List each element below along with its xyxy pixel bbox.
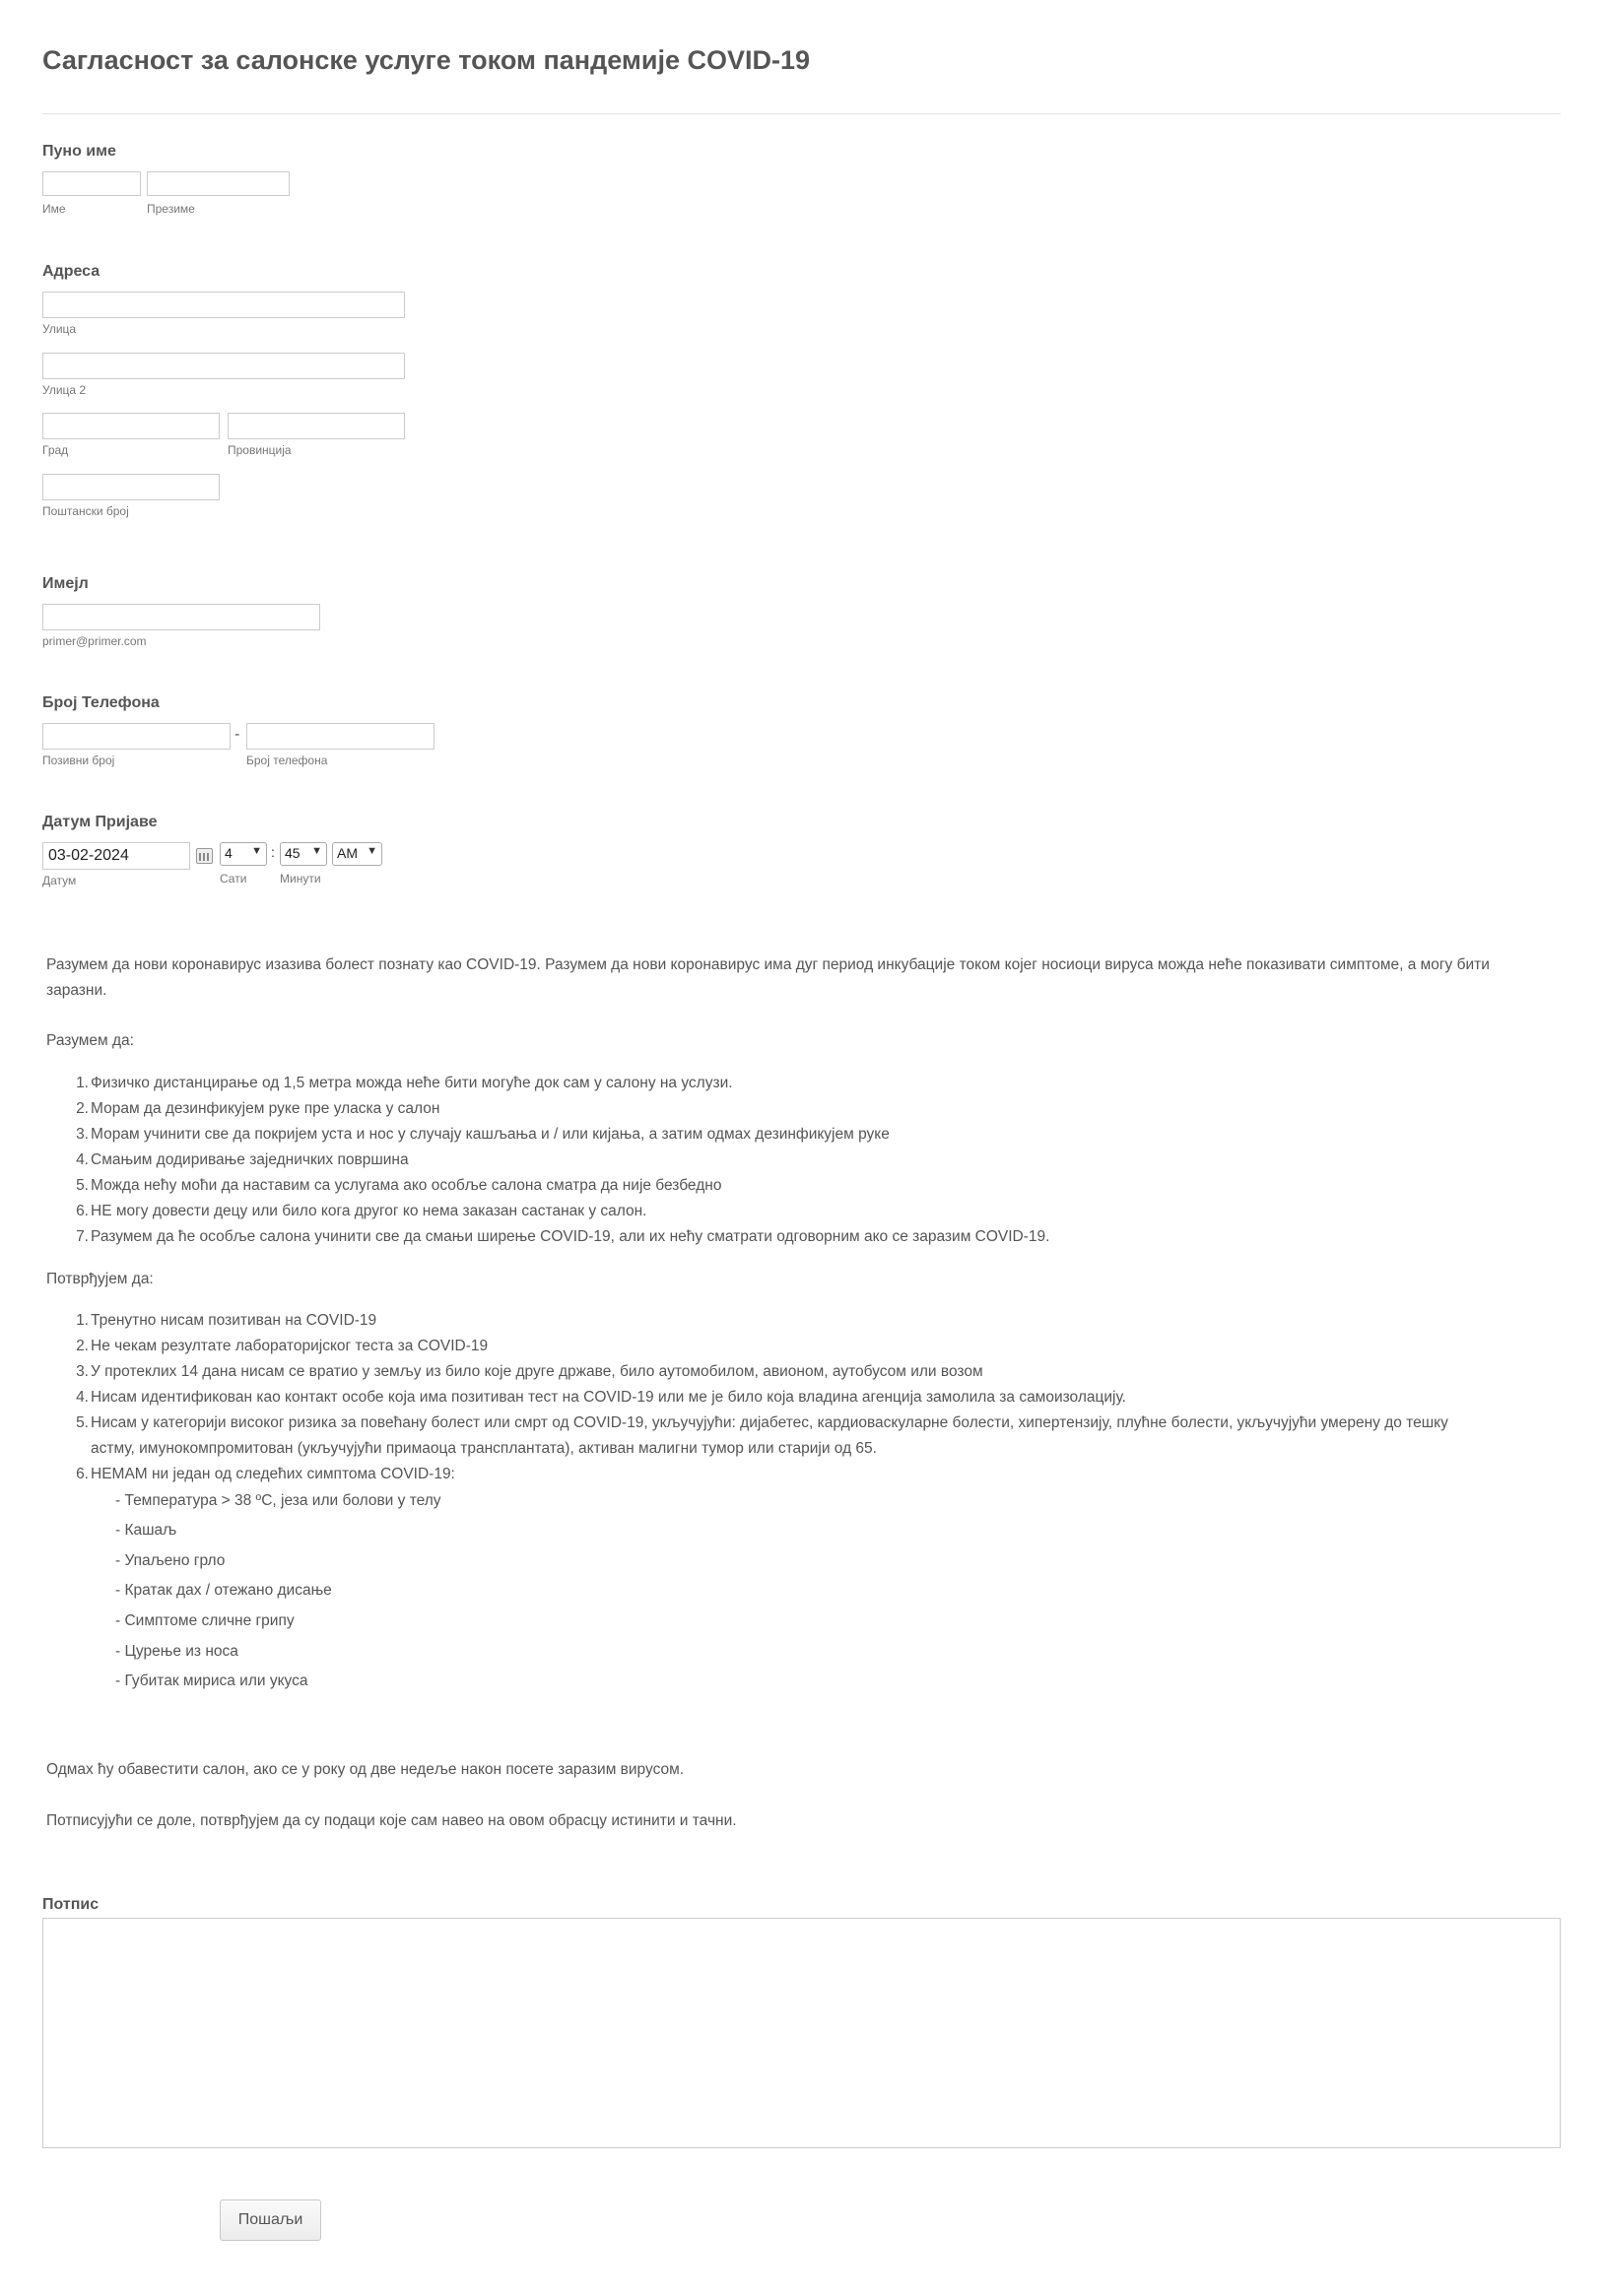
phone-number-input[interactable] [246, 723, 434, 750]
list-item: 1. Тренутно нисам позитиван на COVID-19 [76, 1312, 377, 1329]
street2-sublabel: Улица 2 [42, 383, 87, 397]
minute-value: 45 [285, 845, 301, 861]
intro-text: Разумем да нови коронавирус изазива болест познату као COVID-19. Разумем да нови коронавирус има дуг период инкубације током којег носиоци вируса можда неће показивати симптоме, а могу бити заразни. [46, 956, 1490, 999]
confirm-list [76, 1308, 1448, 1487]
list-item: 4. Нисам идентификован као контакт особе која има позитиван тест на COVID-19 или ме је било која владина агенција замолила за самоизолацију. [76, 1389, 1126, 1406]
phone-label: Број Телефона [42, 694, 160, 711]
email-hint: primer@primer.com [42, 634, 147, 648]
street2-input[interactable] [42, 353, 405, 379]
street-input[interactable] [42, 292, 405, 318]
ampm-value: AM [337, 845, 358, 861]
postal-code-input[interactable] [42, 474, 220, 500]
minute-select[interactable] [280, 842, 327, 866]
confirm-heading: Потврђујем да: [46, 1271, 154, 1287]
date-sublabel: Датум [42, 874, 77, 887]
date-label: Датум Пријаве [42, 814, 158, 830]
list-item: 5. Можда нећу моћи да наставим са услугама ако особље салона сматра да није безбедно [76, 1177, 722, 1194]
symptom-item: - Симптоме сличне грипу [115, 1612, 295, 1629]
form-title: Сагласност за салонске услуге током пандемије COVID-19 [42, 45, 810, 75]
city-sublabel: Град [42, 443, 69, 457]
symptom-item: - Кашаљ [115, 1522, 177, 1539]
email-input[interactable] [42, 604, 320, 630]
symptom-item: - Упаљено грло [115, 1552, 226, 1569]
sign-text: Потписујући се доле, потврђујем да су подаци које сам навео на овом обрасцу истинити и тачни. [46, 1812, 737, 1829]
list-item: 7. Разумем да ће особље салона учинити све да смањи ширење COVID-19, али их нећу сматрати одговорним ако се заразим COVID-19. [76, 1228, 1050, 1245]
date-input[interactable] [42, 842, 190, 870]
hour-value: 4 [225, 845, 233, 861]
postal-code-sublabel: Поштански број [42, 504, 129, 518]
phone-separator: - [234, 726, 240, 743]
last-name-sublabel: Презиме [147, 202, 195, 216]
address-label: Адреса [42, 263, 100, 280]
signature-pad[interactable] [42, 1918, 1561, 2148]
symptom-item: - Цурење из носа [115, 1643, 238, 1660]
notify-text: Одмах ћу обавестити салон, ако се у року од две недеље након посете заразим вирусом. [46, 1761, 685, 1778]
time-separator: : [271, 844, 275, 860]
list-item: 3. У протеклих 14 дана нисам се вратио у земљу из било које друге државе, било аутомобилом, авионом, аутобусом или возом [76, 1363, 983, 1380]
last-name-input[interactable] [147, 171, 290, 196]
first-name-sublabel: Име [42, 202, 66, 216]
hour-select[interactable] [220, 842, 267, 866]
understand-heading: Разумем да: [46, 1032, 134, 1049]
street-sublabel: Улица [42, 322, 77, 336]
understand-list [76, 1071, 1050, 1250]
full-name-label: Пуно име [42, 143, 116, 160]
chevron-down-icon: ▼ [311, 845, 322, 857]
list-item: 6. НЕМАМ ни један од следећих симптома COVID-19: [76, 1466, 455, 1482]
list-item: 2. Не чекам резултате лабораторијског теста за COVID-19 [76, 1338, 489, 1354]
chevron-down-icon: ▼ [251, 845, 262, 857]
area-code-sublabel: Позивни број [42, 754, 115, 767]
symptom-item: - Температура > 38 ºC, језа или болови у телу [115, 1492, 441, 1509]
list-item: 6. НЕ могу довести децу или било кога другог ко нема заказан састанак у салон. [76, 1203, 647, 1219]
list-item: 5. Нисам у категорији високог ризика за повећану болест или смрт од COVID-19, укључујући: дијабетес, кардиоваскуларне болести, хипертензију, плућне болести, укључујући умерену до тешку [76, 1414, 1448, 1431]
list-item-continuation: астму, имунокомпромитован (укључујући примаоца трансплантата), активан малигни тумор или старији од 65. [91, 1440, 877, 1457]
symptom-item: - Губитак мириса или укуса [115, 1673, 308, 1689]
signature-label: Потпис [42, 1896, 100, 1913]
list-item: 1. Физичко дистанцирање од 1,5 метра можда неће бити могуће док сам у салону на услузи. [76, 1075, 733, 1091]
area-code-input[interactable] [42, 723, 231, 750]
email-label: Имејл [42, 575, 89, 592]
calendar-icon[interactable] [196, 848, 213, 864]
province-sublabel: Провинција [228, 443, 292, 457]
symptom-item: - Кратак дах / отежано дисање [115, 1582, 332, 1599]
province-input[interactable] [228, 413, 405, 439]
chevron-down-icon: ▼ [367, 845, 377, 857]
list-item: 3. Морам учинити све да покријем уста и нос у случају кашљања и / или кијања, а затим одмах дезинфикујем руке [76, 1126, 890, 1143]
title-divider [42, 113, 1561, 114]
city-input[interactable] [42, 413, 220, 439]
list-item: 4. Смањим додиривање заједничких површина [76, 1151, 409, 1168]
submit-button[interactable]: Пошаљи [220, 2199, 321, 2241]
first-name-input[interactable] [42, 171, 141, 196]
list-item: 2. Морам да дезинфикујем руке пре уласка у салон [76, 1100, 440, 1117]
minutes-sublabel: Минути [280, 872, 321, 886]
hours-sublabel: Сати [220, 872, 247, 886]
ampm-select[interactable] [332, 842, 382, 866]
phone-number-sublabel: Број телефона [246, 754, 328, 767]
